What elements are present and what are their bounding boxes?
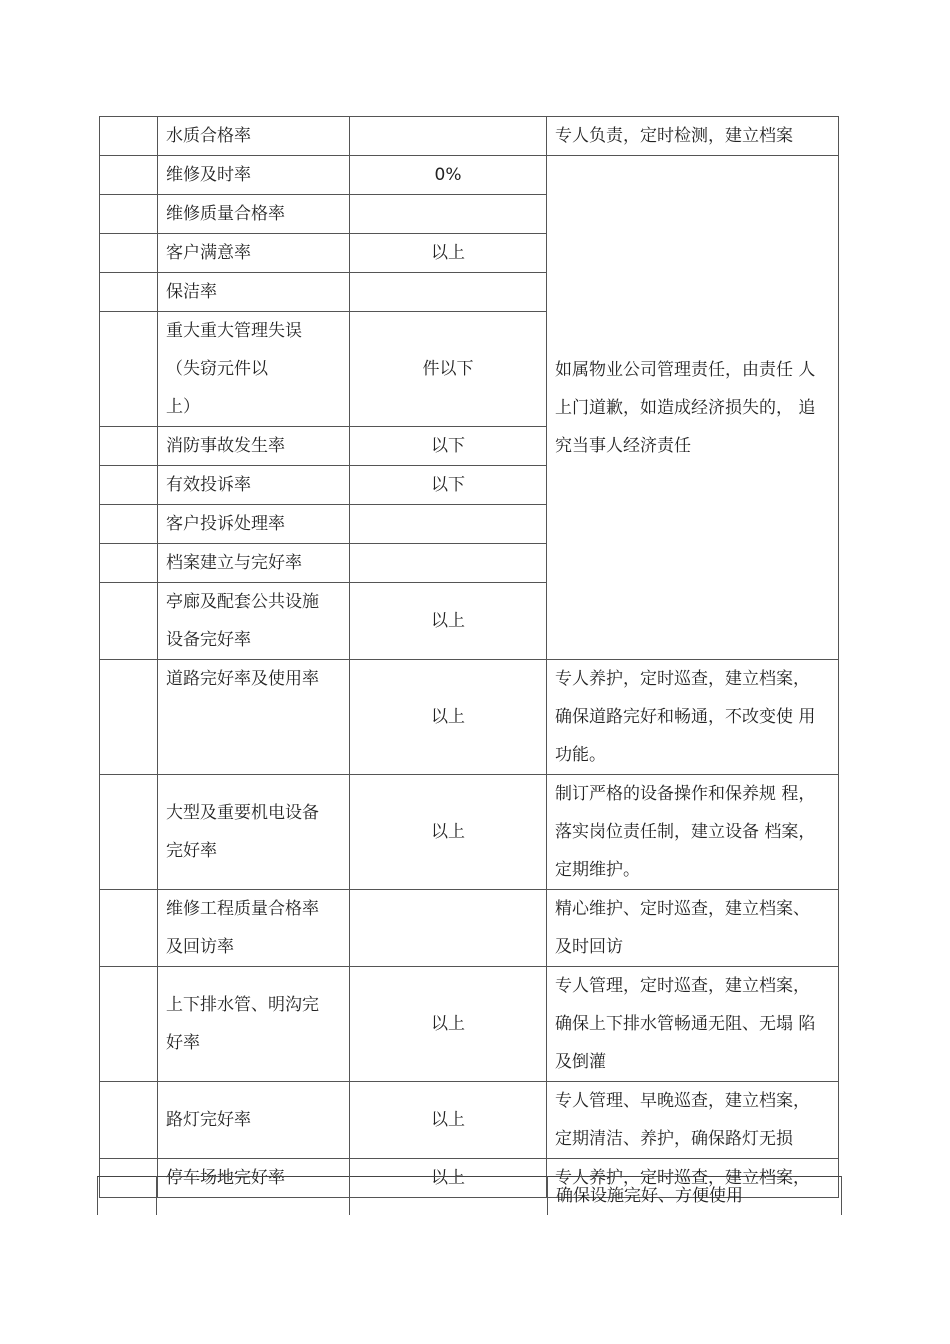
item-cell: 消防事故发生率 (158, 427, 350, 466)
item-line: 维修工程质量合格率 (166, 899, 319, 919)
value-cell: 以上 (350, 583, 547, 660)
table-row (100, 967, 839, 1082)
item-cell (158, 890, 350, 967)
continuation-table (97, 1176, 842, 1215)
item-line: （失窃元件以 (166, 359, 268, 379)
value-cell: 以上 (350, 1082, 547, 1159)
measure-cell: 专人养护，定时巡查，建立档案， (547, 1159, 839, 1198)
value-cell: 0% (350, 156, 547, 195)
measure-line: 定期维护。 (555, 860, 640, 880)
measure-line: 落实岗位责任制，建立设备 档案， (555, 822, 816, 842)
measure-line: 确保上下排水管畅通无阻、无塌 陷 (555, 1014, 816, 1034)
index-cell (100, 273, 158, 312)
item-line: 完好率 (166, 841, 217, 861)
index-cell (100, 660, 158, 775)
item-line: 大型及重要机电设备 (166, 803, 319, 823)
index-cell (100, 312, 158, 427)
item-line: 亭廊及配套公共设施 (166, 592, 319, 612)
item-line: 好率 (166, 1033, 200, 1053)
table-row (100, 890, 839, 967)
value-cell (350, 195, 547, 234)
index-cell (100, 583, 158, 660)
item-cell: 维修质量合格率 (158, 195, 350, 234)
value-cell: 以下 (350, 466, 547, 505)
item-cell (158, 312, 350, 427)
index-cell (100, 505, 158, 544)
measure-cell: 确保设施完好、方便使用 (548, 1177, 842, 1216)
value-cell: 以上 (350, 775, 547, 890)
measure-line: 及倒灌 (555, 1052, 606, 1072)
value-cell: 件以下 (350, 312, 547, 427)
measure-line: 精心维护、定时巡查，建立档案、 (555, 899, 810, 919)
index-cell (100, 234, 158, 273)
item-line: 设备完好率 (166, 630, 251, 650)
index-cell (100, 890, 158, 967)
value-cell (350, 505, 547, 544)
index-cell (100, 967, 158, 1082)
measure-line: 上门道歉，如造成经济损失的， 追 (555, 397, 816, 418)
measure-line: 究当事人经济责任 (555, 435, 691, 456)
table-row (100, 117, 839, 156)
value-cell: 以下 (350, 427, 547, 466)
index-cell (100, 1082, 158, 1159)
item-cell: 道路完好率及使用率 (158, 660, 350, 775)
measure-cell (547, 890, 839, 967)
item-cell: 维修及时率 (158, 156, 350, 195)
value-cell (350, 544, 547, 583)
item-cell: 客户投诉处理率 (158, 505, 350, 544)
item-line: 上下排水管、明沟完 (166, 995, 319, 1015)
measure-cell (547, 660, 839, 775)
item-cell: 水质合格率 (158, 117, 350, 156)
merged-measure-cell (547, 156, 839, 660)
measure-cell: 专人负责，定时检测，建立档案 (547, 117, 839, 156)
item-cell (158, 583, 350, 660)
measure-line: 功能。 (555, 745, 606, 765)
item-cell: 停车场地完好率 (158, 1159, 350, 1198)
index-cell (100, 466, 158, 505)
table-row (100, 1082, 839, 1159)
item-line: 重大重大管理失误 (166, 321, 302, 341)
table-row (100, 660, 839, 775)
item-cell (157, 1177, 350, 1216)
value-cell: 以上 (350, 967, 547, 1082)
measure-line: 专人养护，定时巡查，建立档案， (555, 669, 810, 689)
value-cell (350, 273, 547, 312)
table-row (100, 156, 839, 195)
index-cell (100, 195, 158, 234)
index-cell (100, 117, 158, 156)
value-cell (350, 890, 547, 967)
value-cell (350, 1177, 548, 1216)
measure-line: 专人管理、早晚巡查，建立档案， (555, 1091, 810, 1111)
item-cell (158, 967, 350, 1082)
item-cell: 客户满意率 (158, 234, 350, 273)
item-line: 上） (166, 397, 200, 417)
table-row (100, 775, 839, 890)
measure-cell (547, 1082, 839, 1159)
item-cell: 档案建立与完好率 (158, 544, 350, 583)
value-cell: 以上 (350, 1159, 547, 1198)
measure-line: 确保道路完好和畅通，不改变使 用 (555, 707, 816, 727)
index-cell (98, 1177, 157, 1216)
measure-cell (547, 967, 839, 1082)
measure-line: 定期清洁、养护，确保路灯无损 (555, 1129, 793, 1149)
measure-line: 专人管理，定时巡查，建立档案， (555, 976, 810, 996)
standards-table (99, 116, 839, 1198)
value-cell: 以上 (350, 234, 547, 273)
index-cell (100, 156, 158, 195)
measure-line: 制订严格的设备操作和保养规 程， (555, 784, 816, 804)
item-cell (158, 775, 350, 890)
measure-line: 及时回访 (555, 937, 623, 957)
index-cell (100, 544, 158, 583)
item-cell: 保洁率 (158, 273, 350, 312)
table-row (98, 1177, 842, 1216)
item-line: 及回访率 (166, 937, 234, 957)
value-cell: 以上 (350, 660, 547, 775)
value-cell (350, 117, 547, 156)
index-cell (100, 775, 158, 890)
measure-line: 如属物业公司管理责任，由责任 人 (555, 359, 816, 380)
item-cell: 有效投诉率 (158, 466, 350, 505)
measure-cell (547, 775, 839, 890)
item-cell: 路灯完好率 (158, 1082, 350, 1159)
index-cell (100, 427, 158, 466)
